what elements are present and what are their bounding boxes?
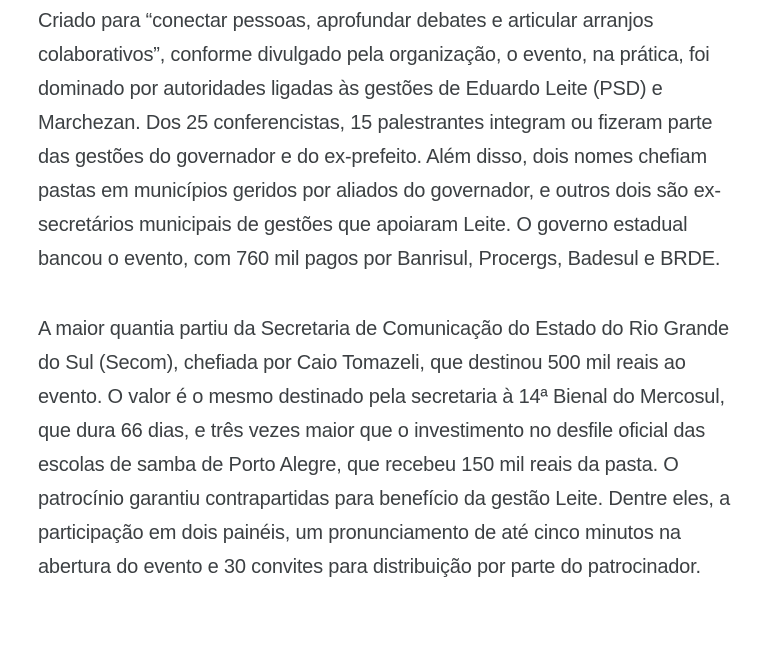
article-paragraph-funding: Criado para “conectar pessoas, aprofundar debates e articular arranjos colaborativos”, conforme divulgado pela organização, o evento, na prática, foi dominado por autoridades ligadas às gestões de Eduardo Leite (PSD) e Marchezan. Dos 25 conferencistas, 15 palestrantes integram ou fizeram parte das gestões do governador e do ex-prefeito. Além disso, dois nomes chefiam pastas em municípios geridos por aliados do governador, e outros dois são ex-secretários municipais de gestões que apoiaram Leite. O governo estadual bancou o evento, com 760 mil pagos por Banrisul, Procergs, Badesul e BRDE. [38,10,721,270]
article-paragraph-secom: A maior quantia partiu da Secretaria de Comunicação do Estado do Rio Grande do Sul (Secom), chefiada por Caio Tomazeli, que destinou 500 mil reais ao evento. O valor é o mesmo destinado pela secretaria à 14ª Bienal do Mercosul, que dura 66 dias, e três vezes maior que o investimento no desfile oficial das escolas de samba de Porto Alegre, que recebeu 150 mil reais da pasta. O patrocínio garantiu contrapartidas para benefício da gestão Leite. Dentre eles, a participação em dois painéis, um pronunciamento de até cinco minutos na abertura do evento e 30 convites para distribuição por parte do patrocinador. [38,318,731,578]
